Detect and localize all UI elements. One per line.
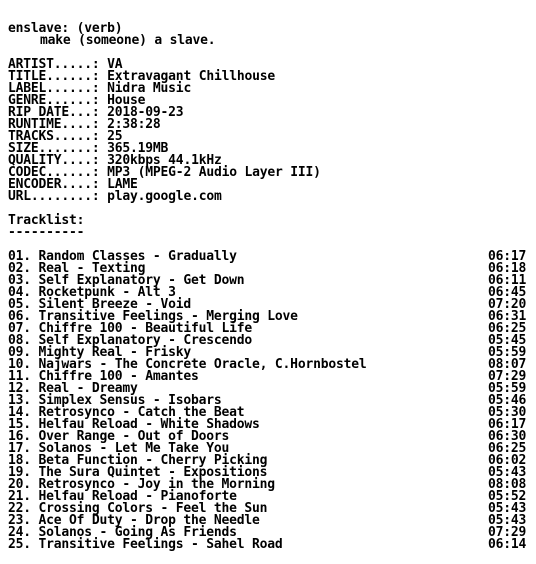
track-duration: 06:18 <box>488 261 527 276</box>
track-duration: 07:29 <box>488 369 527 384</box>
track-duration: 08:07 <box>488 357 527 372</box>
info-label: QUALITY....: <box>8 153 100 168</box>
track-title: 10. Najwars - The Concrete Oracle, C.Hornbostel <box>8 357 367 372</box>
track-duration: 06:14 <box>488 537 527 552</box>
track-duration: 06:30 <box>488 429 527 444</box>
track-duration: 06:31 <box>488 309 527 324</box>
info-value: House <box>107 93 146 108</box>
spacer <box>8 203 528 215</box>
track-duration: 05:43 <box>488 513 527 528</box>
track-title: 11. Chiffre 100 - Amantes <box>8 369 199 384</box>
track-duration: 06:25 <box>488 321 527 336</box>
track-duration: 06:25 <box>488 441 527 456</box>
info-value: LAME <box>107 177 138 192</box>
track-title: 15. Helfau Reload - White Shadows <box>8 417 260 432</box>
track-duration: 05:43 <box>488 501 527 516</box>
track-row <box>8 539 528 551</box>
track-duration: 06:17 <box>488 249 527 264</box>
info-label: GENRE......: <box>8 93 100 108</box>
info-label: RUNTIME....: <box>8 117 100 132</box>
info-value: Extravagant Chillhouse <box>107 69 275 84</box>
release-info <box>8 59 528 203</box>
track-duration: 05:59 <box>488 345 527 360</box>
track-title: 03. Self Explanatory - Get Down <box>8 273 245 288</box>
info-label: URL........: <box>8 189 100 204</box>
track-duration: 06:17 <box>488 417 527 432</box>
info-value: 2:38:28 <box>107 117 161 132</box>
info-label: TRACKS.....: <box>8 129 100 144</box>
track-title: 09. Mighty Real - Frisky <box>8 345 192 360</box>
track-duration: 07:20 <box>488 297 527 312</box>
track-duration: 05:30 <box>488 405 527 420</box>
nfo-document <box>8 23 528 551</box>
track-duration: 06:45 <box>488 285 527 300</box>
track-title: 06. Transitive Feelings - Merging Love <box>8 309 298 324</box>
track-duration: 05:46 <box>488 393 527 408</box>
track-title: 24. Solanos - Going As Friends <box>8 525 237 540</box>
tracklist <box>8 251 528 551</box>
track-title: 21. Helfau Reload - Pianoforte <box>8 489 237 504</box>
info-value: VA <box>107 57 123 72</box>
info-label: ARTIST.....: <box>8 57 100 72</box>
track-duration: 08:08 <box>488 477 527 492</box>
tracklist-heading: Tracklist: <box>8 213 85 228</box>
info-value: 2018-09-23 <box>107 105 184 120</box>
info-row <box>8 191 528 203</box>
track-duration: 06:11 <box>488 273 527 288</box>
track-title: 22. Crossing Colors - Feel the Sun <box>8 501 268 516</box>
info-label: LABEL......: <box>8 81 100 96</box>
info-value: 320kbps 44.1kHz <box>107 153 222 168</box>
info-value: Nidra Music <box>107 81 192 96</box>
track-title: 19. The Sura Quintet - Expositions <box>8 465 268 480</box>
track-duration: 06:02 <box>488 453 527 468</box>
definition-head: enslave: (verb) <box>8 21 123 36</box>
track-title: 14. Retrosynco - Catch the Beat <box>8 405 245 420</box>
info-value: MP3 (MPEG-2 Audio Layer III) <box>107 165 321 180</box>
track-title: 02. Real - Texting <box>8 261 146 276</box>
info-value: 365.19MB <box>107 141 169 156</box>
info-label: TITLE......: <box>8 69 100 84</box>
track-duration: 05:59 <box>488 381 527 396</box>
track-duration: 05:45 <box>488 333 527 348</box>
track-title: 07. Chiffre 100 - Beautiful Life <box>8 321 253 336</box>
track-title: 12. Real - Dreamy <box>8 381 138 396</box>
track-title: 08. Self Explanatory - Crescendo <box>8 333 253 348</box>
track-title: 18. Beta Function - Cherry Picking <box>8 453 268 468</box>
info-label: RIP DATE...: <box>8 105 100 120</box>
track-title: 20. Retrosynco - Joy in the Morning <box>8 477 275 492</box>
tracklist-rule: ---------- <box>8 225 85 240</box>
definition-body: make (someone) a slave. <box>40 33 216 48</box>
track-duration: 05:43 <box>488 465 527 480</box>
info-value: play.google.com <box>107 189 222 204</box>
info-label: SIZE.......: <box>8 141 100 156</box>
track-title: 23. Ace Of Duty - Drop the Needle <box>8 513 260 528</box>
track-title: 25. Transitive Feelings - Sahel Road <box>8 537 283 552</box>
info-value: 25 <box>107 129 123 144</box>
track-duration: 05:52 <box>488 489 527 504</box>
track-duration: 07:29 <box>488 525 527 540</box>
track-title: 17. Solanos - Let Me Take You <box>8 441 230 456</box>
track-title: 05. Silent Breeze - Void <box>8 297 192 312</box>
track-title: 01. Random Classes - Gradually <box>8 249 237 264</box>
info-label: CODEC......: <box>8 165 100 180</box>
track-title: 04. Rocketpunk - Alt 3 <box>8 285 176 300</box>
track-title: 13. Simplex Sensus - Isobars <box>8 393 222 408</box>
track-title: 16. Over Range - Out of Doors <box>8 429 230 444</box>
info-label: ENCODER....: <box>8 177 100 192</box>
